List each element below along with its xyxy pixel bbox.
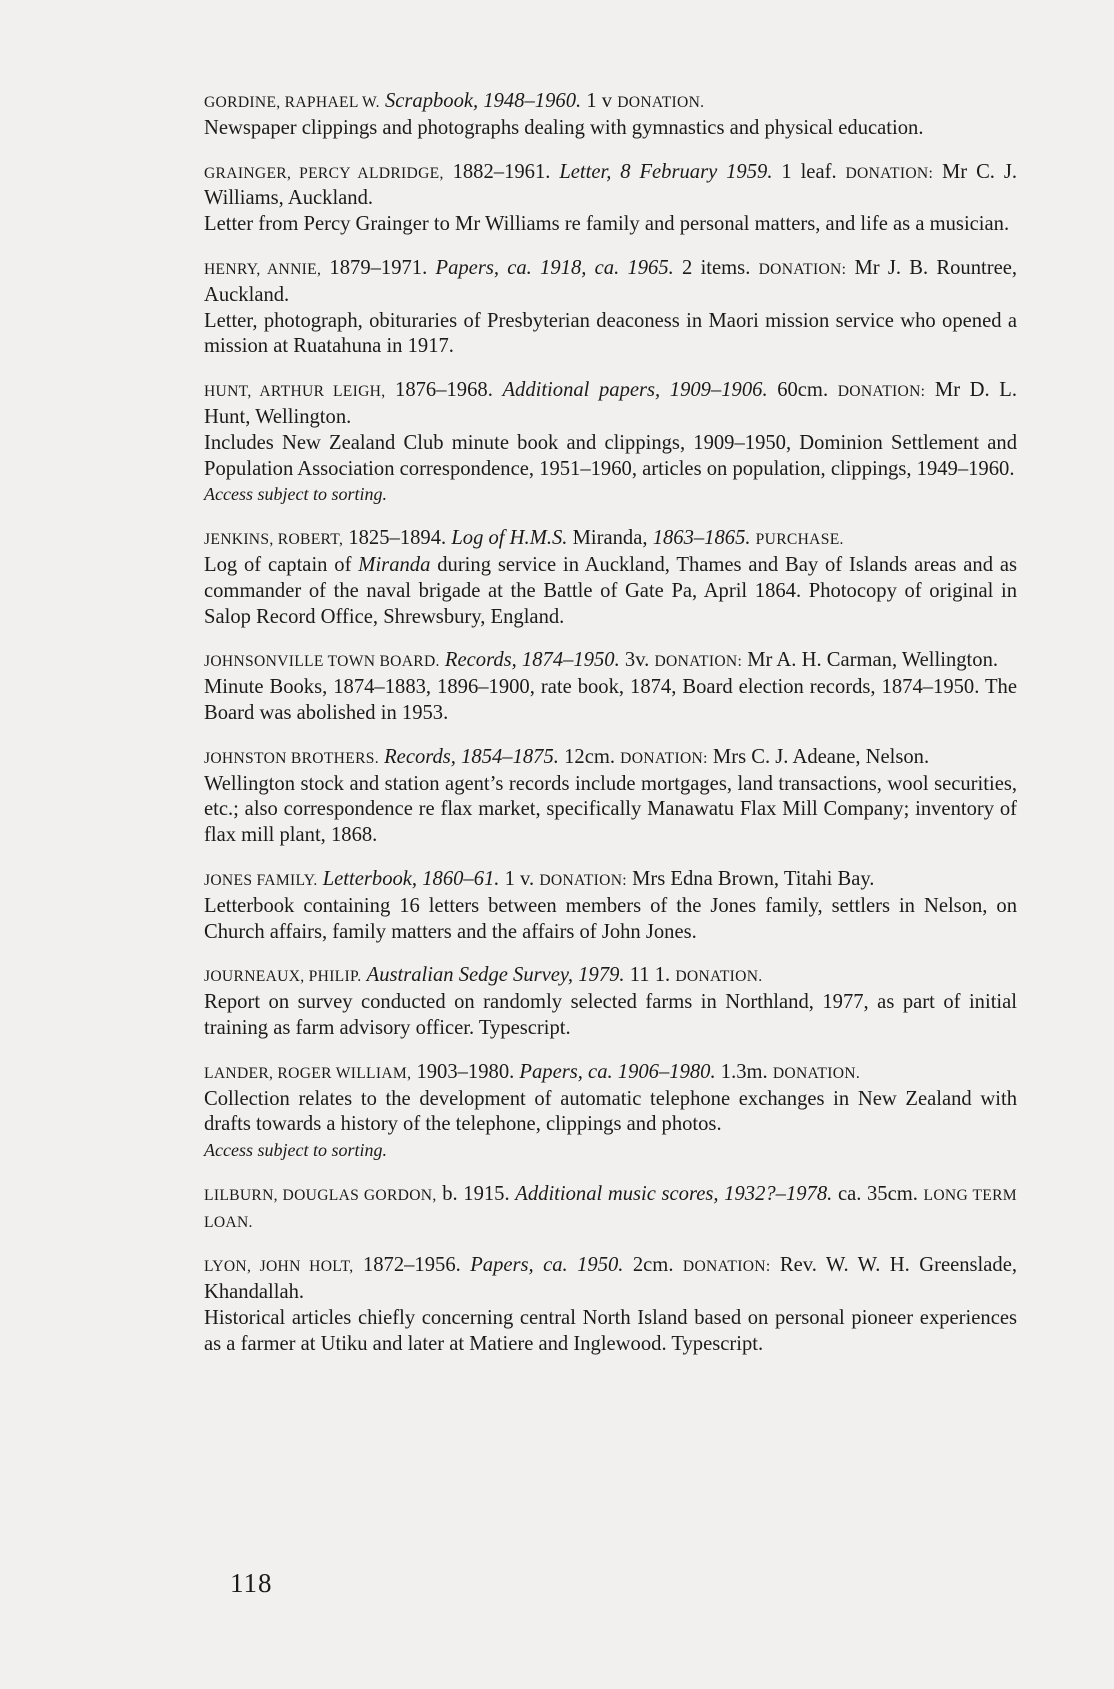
entry-acquisition: DONATION.	[617, 94, 705, 111]
entry-name: LYON, JOHN HOLT,	[204, 1258, 354, 1276]
catalogue-entry	[204, 526, 1017, 630]
entry-title: Records, 1854–1875.	[384, 745, 559, 768]
entry-acquisition: DONATION.	[772, 1064, 861, 1082]
entry-heading	[204, 89, 1017, 116]
entry-extent: ca. 35cm.	[837, 1182, 918, 1205]
catalogue-entry	[204, 745, 1017, 849]
catalogue-entry	[204, 867, 1017, 945]
entry-description: Letter from Percy Grainger to Mr Williams re family and personal matters, and life as a musician.	[204, 213, 1010, 236]
entry-dates: 1872–1956.	[362, 1254, 461, 1277]
entry-extent: 1 leaf.	[781, 160, 837, 183]
entry-title: Letter, 8 February 1959.	[559, 160, 773, 183]
entry-description-prefix: Log of captain of	[204, 553, 352, 576]
entry-description: Includes New Zealand Club minute book and clippings, 1909–1950, Dominion Settlement and Population Association correspondence, 1951–1960, articles on population, clippings, 1949–1960.	[204, 431, 1017, 480]
entry-dates: 1825–1894.	[348, 527, 447, 550]
entry-name: GORDINE, RAPHAEL W.	[204, 94, 380, 111]
entry-title: Additional music scores, 1932?–1978.	[515, 1182, 833, 1205]
entry-access-note: Access subject to sorting.	[204, 1140, 387, 1161]
entry-name: LILBURN, DOUGLAS GORDON,	[204, 1186, 437, 1204]
entry-description-ship: Miranda	[358, 553, 431, 576]
entry-donor: Mr A. H. Carman, Wellington.	[747, 649, 999, 672]
catalogue-entry	[204, 1060, 1017, 1164]
entry-heading	[204, 1253, 1017, 1306]
entry-acquisition: DONATION:	[682, 1258, 771, 1276]
entry-heading	[204, 160, 1017, 213]
entry-description: Newspaper clippings and photographs dealing with gymnastics and physical education.	[204, 116, 924, 139]
entry-description-text: during service in Auckland, Thames and Bay of Islands areas and as commander of the naval brigade at the Battle of Gate Pa, April 1864. Photocopy of original in Salop Record Office, Shrewsbury, England.	[204, 553, 1017, 628]
entry-heading	[204, 256, 1017, 309]
entry-heading	[204, 648, 1017, 675]
entry-name: HENRY, ANNIE,	[204, 260, 322, 278]
entry-dates: 1882–1961.	[452, 160, 551, 183]
entry-title: Papers, ca. 1918, ca. 1965.	[435, 256, 674, 279]
entry-acquisition: DONATION:	[620, 749, 708, 767]
entry-heading	[204, 526, 1017, 553]
entry-title: Papers, ca. 1950.	[470, 1254, 624, 1277]
catalogue-entry	[204, 1182, 1017, 1236]
entry-acquisition: DONATION:	[654, 653, 743, 671]
entry-acquisition: DONATION:	[837, 383, 926, 401]
entry-donor: Mrs C. J. Adeane, Nelson.	[712, 745, 930, 768]
entry-acquisition: DONATION:	[845, 164, 934, 182]
entry-ship-name: Miranda,	[572, 527, 648, 550]
page-number: 118	[230, 1568, 273, 1598]
entry-description: Collection relates to the development of automatic telephone exchanges in New Zealand with drafts towards a history of the telephone, clippings and photos.	[204, 1087, 1017, 1136]
entry-name: LANDER, ROGER WILLIAM,	[204, 1064, 412, 1082]
entry-title: Papers, ca. 1906–1980.	[519, 1060, 716, 1083]
entry-description: Letterbook containing 16 letters between members of the Jones family, settlers in Nelson, on Church affairs, family matters and the affairs of John Jones.	[204, 894, 1017, 943]
entry-dates: 1876–1968.	[395, 379, 493, 402]
entry-name: JONES FAMILY.	[204, 871, 318, 889]
entry-extent: 12cm.	[564, 745, 615, 768]
entry-donor: Mr J. B. Rountree, Auckland.	[204, 256, 1018, 306]
entry-extent: 60cm.	[777, 379, 829, 402]
catalogue-entry	[204, 89, 1017, 142]
entry-title: Australian Sedge Survey, 1979.	[366, 964, 625, 987]
entry-heading	[204, 867, 1017, 894]
entry-extent: 1 v.	[504, 867, 535, 890]
entry-dates: b. 1915.	[442, 1182, 510, 1205]
entry-heading	[204, 963, 1017, 990]
entry-title: Records, 1874–1950.	[444, 649, 620, 672]
entry-name: HUNT, ARTHUR LEIGH,	[204, 383, 386, 401]
entry-extent: 3v.	[624, 649, 650, 672]
entry-extent: 11 1.	[629, 964, 671, 987]
entry-title: Additional papers, 1909–1906.	[502, 379, 768, 402]
entry-name: JOURNEAUX, PHILIP.	[204, 968, 362, 986]
entry-title: Letterbook, 1860–61.	[322, 867, 500, 890]
entry-title-dates: 1863–1865.	[652, 527, 751, 550]
entry-description: Historical articles chiefly concerning central North Island based on personal pioneer experiences as a farmer at Utiku and later at Matiere and Inglewood. Typescript.	[204, 1307, 1017, 1355]
entry-acquisition: DONATION:	[539, 871, 627, 889]
entry-heading	[204, 1182, 1017, 1236]
entry-acquisition: PURCHASE.	[755, 531, 844, 549]
entry-description: Letter, photograph, obituraries of Presbyterian deaconess in Maori mission service who opened a mission at Ruatahuna in 1917.	[204, 309, 1017, 358]
entry-title: Scrapbook, 1948–1960.	[384, 90, 582, 112]
entry-name: JOHNSONVILLE TOWN BOARD.	[204, 653, 440, 671]
entry-access-note: Access subject to sorting.	[204, 484, 387, 505]
catalogue-entry	[204, 1253, 1017, 1357]
entry-extent: 1.3m.	[720, 1060, 768, 1083]
catalogue-entry	[204, 378, 1017, 508]
entry-dates: 1903–1980.	[416, 1060, 515, 1083]
catalogue-entry	[204, 160, 1017, 238]
entry-donor: Mrs Edna Brown, Titahi Bay.	[632, 867, 875, 890]
catalogue-page	[204, 89, 1017, 1376]
entry-description: Minute Books, 1874–1883, 1896–1900, rate book, 1874, Board election records, 1874–1950. The Board was abolished in 1953.	[204, 676, 1017, 724]
entry-name: JENKINS, ROBERT,	[204, 531, 344, 549]
entry-donor: Mr D. L. Hunt, Wellington.	[204, 379, 1017, 428]
entry-heading	[204, 745, 1017, 772]
catalogue-entry	[204, 256, 1017, 360]
entry-acquisition: DONATION:	[758, 260, 847, 278]
entry-heading	[204, 1060, 1017, 1087]
entry-acquisition: DONATION.	[675, 968, 763, 986]
entry-description	[204, 553, 1017, 630]
catalogue-entry	[204, 648, 1017, 726]
entry-extent: 2 items.	[682, 256, 751, 279]
entry-acquisition: LONG TERM LOAN.	[204, 1186, 1017, 1231]
entry-donor: Rev. W. W. H. Greenslade, Khandallah.	[204, 1254, 1017, 1304]
entry-description: Report on survey conducted on randomly selected farms in Northland, 1977, as part of initial training as farm advisory officer. Typescript.	[204, 991, 1017, 1039]
entry-name: GRAINGER, PERCY ALDRIDGE,	[204, 164, 444, 182]
entry-extent: 2cm.	[632, 1254, 674, 1277]
entry-title: Log of H.M.S.	[451, 527, 568, 550]
entry-donor: Mr C. J. Williams, Auckland.	[204, 160, 1018, 210]
entry-heading	[204, 378, 1017, 431]
entry-name: JOHNSTON BROTHERS.	[204, 749, 379, 767]
entry-extent: 1 v	[586, 90, 613, 112]
entry-description: Wellington stock and station agent’s records include mortgages, land transactions, wool securities, etc.; also correspondence re flax market, specifically Manawatu Flax Mill Company; inventory of flax mill plant, 1868.	[204, 772, 1017, 847]
entry-dates: 1879–1971.	[329, 256, 428, 279]
catalogue-entry	[204, 963, 1017, 1041]
